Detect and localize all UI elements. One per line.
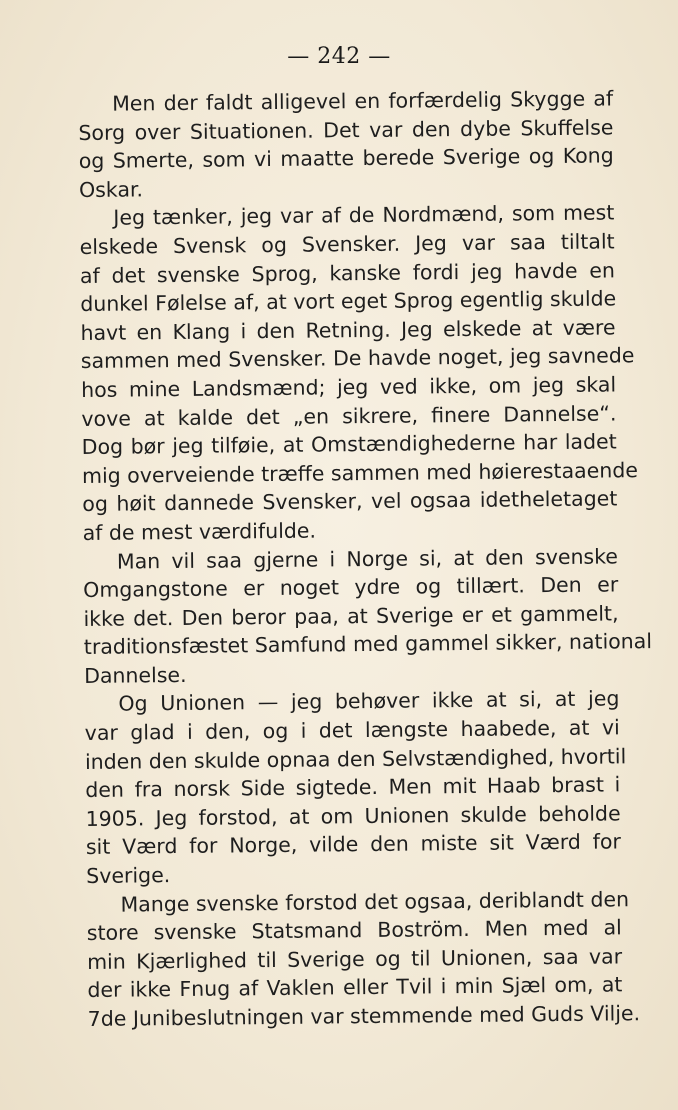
text-line: den fra norsk Side sigtede. Men mit Haab brast i: [85, 772, 621, 803]
text-line: 1905. Jeg forstod, at om Unionen skulde beholde: [85, 801, 621, 831]
text-line: og høit dannede Svensker, vel ogsaa idetheletaget: [82, 486, 618, 517]
text-line: mig overveiende træffe sammen med høierestaaende: [81, 457, 639, 488]
text-line: ikke det. Den beror paa, at Sverige er et gammelt,: [83, 601, 619, 631]
text-line: Sverige.: [86, 863, 171, 888]
text-line: store svenske Statsmand Boström. Men med al: [86, 915, 622, 946]
text-line: var glad i den, og i det længste haabede, at vi: [84, 715, 620, 746]
text-line: dunkel Følelse af, at vort eget Sprog egentlig skulde: [80, 286, 617, 317]
text-line: Dog bør jeg tilføie, at Omstændighederne har ladet: [81, 429, 617, 460]
text-line: Sorg over Situationen. Det var den dybe Skuffelse: [78, 114, 614, 145]
text-line: og Smerte, som vi maatte berede Sverige og Kong: [78, 143, 614, 174]
text-line: Oskar.: [78, 177, 144, 202]
text-line: traditionsfæstet Samfund med gammel sikker, national: [83, 629, 653, 660]
text-line: havt en Klang i den Retning. Jeg elskede at være: [80, 315, 616, 345]
text-line: Man vil saa gjerne i Norge si, at den svenske: [116, 543, 619, 574]
text-line: sammen med Svensker. De havde noget, jeg savnede: [80, 343, 635, 374]
text-line: min Kjærlighed til Sverige og til Unionen, saa var: [87, 944, 623, 974]
text-line: vove at kalde det „en sikrere, finere Dannelse“.: [81, 400, 617, 431]
text-line: 7de Junibeslutningen var stemmende med Guds Vilje.: [87, 1001, 641, 1031]
text-line: Omgangstone er noget ydre og tillært. Den er: [83, 572, 619, 603]
text-line: af det svenske Sprog, kanske fordi jeg havde en: [79, 257, 616, 288]
text-line: Dannelse.: [84, 662, 187, 688]
body-text: [78, 84, 653, 1033]
text-line: hos mine Landsmænd; jeg ved ikke, om jeg skal: [81, 372, 617, 402]
text-line: inden den skulde opnaa den Selvstændighed, hvortil: [84, 743, 627, 774]
text-line: Mange svenske forstod det ogsaa, deriblandt den: [120, 886, 630, 917]
text-line: Men der faldt alligevel en forfærdelig Skygge af: [112, 86, 614, 116]
text-line: der ikke Fnug af Vaklen eller Tvil i min Sjæl om, at: [87, 972, 623, 1003]
page-number: — 242 —: [287, 44, 391, 69]
text-line: Jeg tænker, jeg var af de Nordmænd, som mest: [113, 200, 615, 231]
text-line: Og Unionen — jeg behøver ikke at si, at jeg: [118, 686, 620, 717]
text-line: sit Værd for Norge, vilde den miste sit Værd for: [85, 829, 622, 860]
text-line: af de mest værdifulde.: [82, 518, 317, 545]
text-line: elskede Svensk og Svensker. Jeg var saa tiltalt: [79, 229, 615, 259]
